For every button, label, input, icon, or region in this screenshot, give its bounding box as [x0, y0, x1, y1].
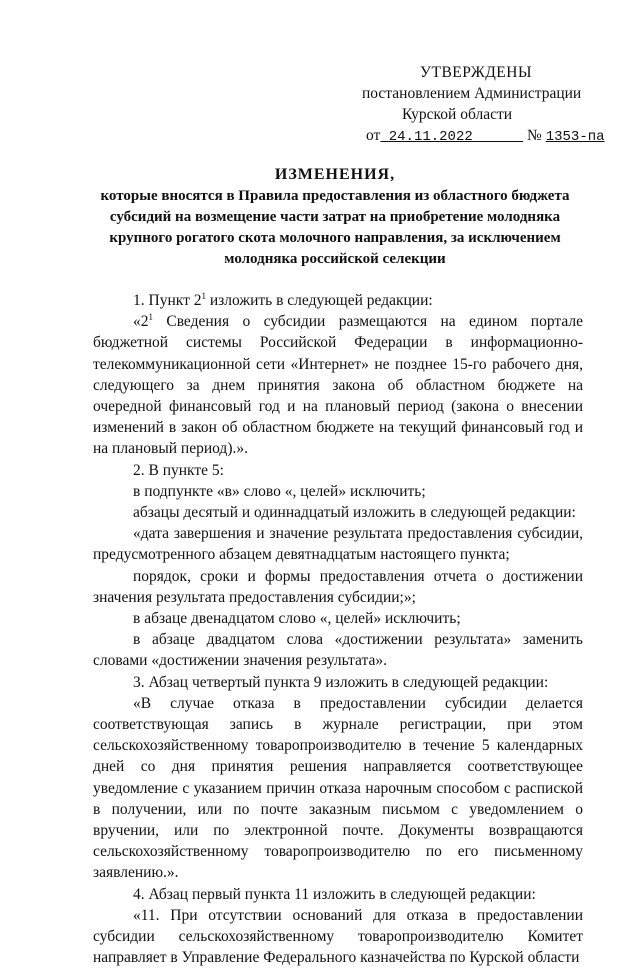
approval-title: УТВЕРЖДЕНЫ [420, 64, 532, 81]
paragraph: порядок, сроки и формы предоставления отчета о достижении значения результата предоставления субсидии;»; [93, 567, 583, 606]
paragraph: в абзаце двадцатом слова «достижении результата» заменить словами «достижении значения результата». [93, 631, 583, 670]
paragraph-quote-1: «$2^1$ Сведения о субсидии размещаются на едином портале бюджетной системы Российской Федерации в информационно-телекоммуникационной сети «Интернет» не позднее 15-го рабочего дня, следующего за днем принятия закона об областном бюджете на очередной финансовый год и на плановый период (закона о внесении изменений в закон об областном бюджете на текущий финансовый год и на плановый период).». [93, 312, 583, 458]
paragraph-item-1: 1. Пункт $2^1$ изложить в следующей редакции: [133, 290, 433, 309]
document-body [93, 290, 583, 969]
paragraph: в абзаце двенадцатом слово «, целей» исключить; [133, 610, 461, 628]
paragraph: 2. В пункте 5: [133, 461, 224, 479]
paragraph: 3. Абзац четвертый пункта 9 изложить в следующей редакции: [133, 673, 549, 691]
document-heading [90, 164, 580, 270]
paragraph: абзацы десятый и одиннадцатый изложить в следующей редакции: [133, 504, 576, 522]
approval-region: Курской области [402, 106, 513, 123]
approval-date: 24.11.2022 [388, 129, 473, 145]
approval-number: 1353-па [545, 129, 605, 145]
number-prefix: № [527, 127, 542, 144]
approval-date-number [360, 125, 605, 148]
approval-issuer: постановлением Администрации [362, 85, 582, 102]
paragraph: «11. При отсутствии оснований для отказа в предоставлении субсидии сельскохозяйственному товаропроизводителю Комитет направляет в Управление Федерального казначейства по Курской области [93, 906, 583, 967]
heading-title: ИЗМЕНЕНИЯ, [274, 166, 396, 183]
paragraph: 4. Абзац первый пункта 11 изложить в следующей редакции: [133, 885, 536, 903]
paragraph: «дата завершения и значение результата предоставления субсидии, предусмотренного абзацем девятнадцатым настоящего пункта; [93, 525, 583, 564]
date-prefix: от [366, 127, 381, 144]
approval-block [360, 62, 605, 148]
paragraph: в подпункте «в» слово «, целей» исключить; [133, 482, 426, 500]
paragraph: «В случае отказа в предоставлении субсидии делается соответствующая запись в журнале регистрации, при этом сельскохозяйственному товаропроизводителю в течение 5 календарных дней со дня принятия решения направляется соответствующее уведомление с указанием причин отказа нарочным способом с распиской в получении, или по почте заказным письмом с уведомлением о вручении, или по электронной почте. Документы возвращаются сельскохозяйственному товаропроизводителю по его письменному заявлению.». [93, 694, 583, 882]
heading-subtitle: которые вносятся в Правила предоставления из областного бюджета субсидий на возмещение части затрат на приобретение молодняка крупного рогатого скота молочного направления, за исключением молодняка российской селекции [100, 188, 570, 267]
